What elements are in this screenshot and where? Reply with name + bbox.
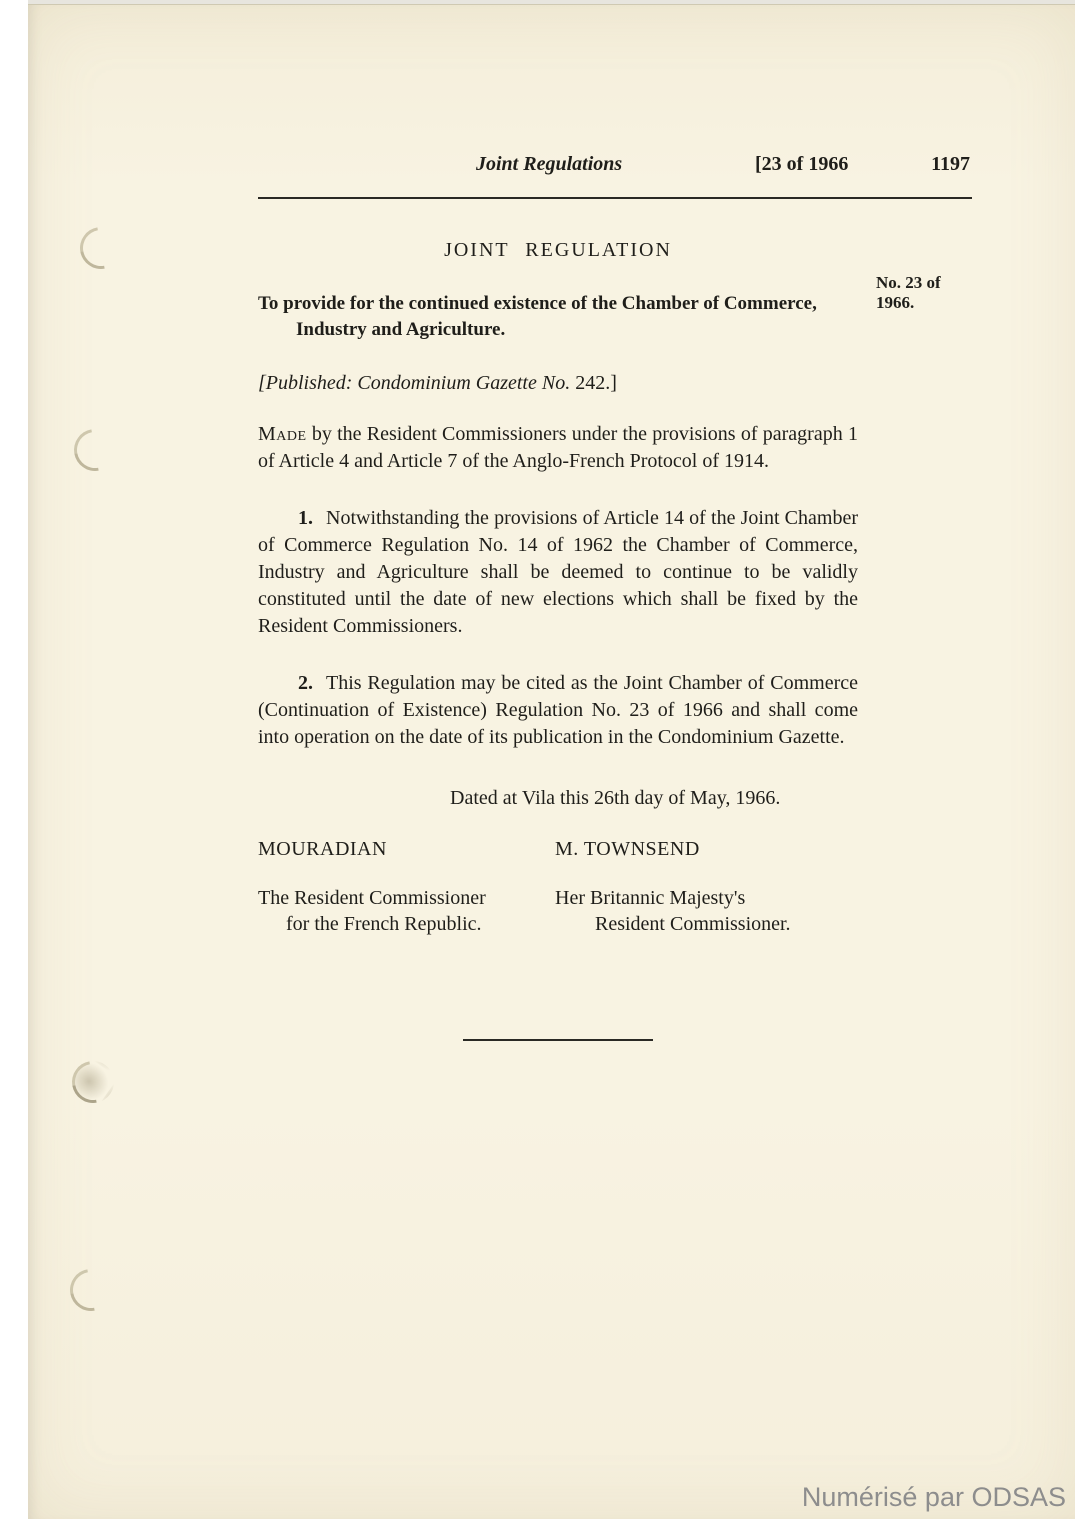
section-2-text: This Regulation may be cited as the Joint Chamber of Commerce (Continuation of Existence) Regulation No. 23 of 1966 and shall come into operation on the date of its publication in the Condominium Gazette. (258, 672, 858, 748)
punch-hole (72, 219, 130, 277)
main-column (258, 237, 858, 1041)
signature-title-line: for the French Republic. (286, 913, 482, 935)
signature-name: MOURADIAN (258, 838, 387, 860)
punch-hole (62, 1261, 120, 1319)
page-header (258, 153, 972, 187)
section-1-paragraph (258, 505, 858, 640)
running-title: Joint Regulations (476, 153, 623, 175)
signature-block (258, 836, 858, 937)
margin-note: No. 23 of 1966. (876, 273, 941, 312)
header-rule (258, 197, 972, 199)
dated-line: Dated at Vila this 26th day of May, 1966. (450, 787, 781, 809)
lead-word: Made (258, 423, 307, 445)
regulation-title: JOINT REGULATION (444, 239, 672, 261)
paper-page (28, 4, 1075, 1519)
signature-title (258, 885, 555, 937)
subject-heading: To provide for the continued existence of the Chamber of Commerce, Industry and Agriculture. (258, 293, 817, 340)
section-1-number: 1. (298, 507, 313, 529)
published-number: 242.] (570, 372, 617, 394)
punch-hole (64, 1053, 122, 1111)
issue-reference: [23 of 1966 (755, 153, 849, 175)
published-italic: [Published: Condominium Gazette No. (258, 372, 571, 394)
page-number: 1197 (931, 153, 970, 175)
signature-french (258, 836, 555, 937)
made-paragraph (258, 421, 858, 475)
signature-title-line: The Resident Commissioner (258, 887, 486, 909)
signature-title (555, 885, 858, 937)
separator-rule (463, 1039, 653, 1041)
signature-name: M. TOWNSEND (555, 838, 700, 860)
signature-british (555, 836, 858, 937)
signature-title-line: Resident Commissioner. (595, 913, 791, 935)
section-2-paragraph (258, 670, 858, 751)
signature-title-line: Her Britannic Majesty's (555, 887, 746, 909)
body-area (258, 237, 972, 1041)
punch-hole (66, 421, 124, 479)
published-line (258, 370, 858, 397)
scan-watermark: Numérisé par ODSAS (801, 1482, 1066, 1512)
made-paragraph-text: by the Resident Commissioners under the provisions of paragraph 1 of Article 4 and Article 7 of the Anglo-French Protocol of 1914. (258, 423, 858, 472)
section-2-number: 2. (298, 672, 313, 694)
section-1-text: Notwithstanding the provisions of Article 14 of the Joint Chamber of Commerce Regulation No. 14 of 1962 the Chamber of Commerce, Industry and Agriculture shall be deemed to continue to be validly constituted until the date of new elections which shall be fixed by the Resident Commissioners. (258, 507, 858, 637)
page-content (258, 153, 972, 1041)
